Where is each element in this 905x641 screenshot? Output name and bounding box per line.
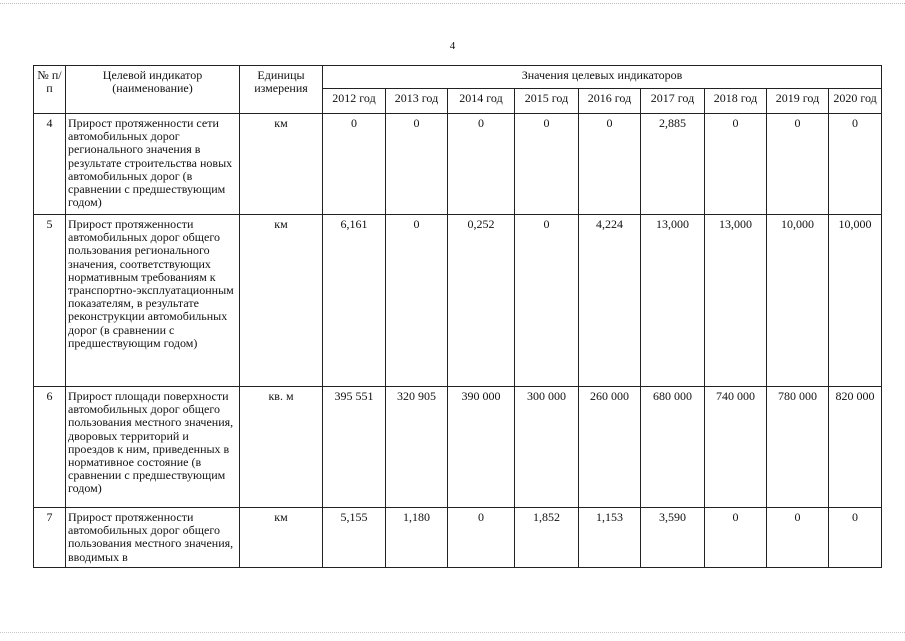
unit-cell: кв. м — [240, 387, 323, 508]
indicator-name: Прирост протяженности сети автомобильных дорог регионального значения в результате строительства новых автомобильных дорог (в сравнении с предшествующим годом) — [66, 114, 240, 215]
row-number: 7 — [34, 508, 66, 568]
value-cell: 1,153 — [579, 508, 641, 568]
value-cell: 820 000 — [829, 387, 882, 508]
value-cell: 1,180 — [386, 508, 448, 568]
value-cell: 0 — [829, 508, 882, 568]
value-cell: 740 000 — [705, 387, 767, 508]
header-year-2018: 2018 год — [705, 89, 767, 114]
value-cell: 0 — [323, 114, 386, 215]
header-year-2019: 2019 год — [767, 89, 829, 114]
value-cell: 0,252 — [448, 215, 515, 387]
value-cell: 13,000 — [705, 215, 767, 387]
row-number: 4 — [34, 114, 66, 215]
header-year-2012: 2012 год — [323, 89, 386, 114]
value-cell: 13,000 — [641, 215, 705, 387]
value-cell: 390 000 — [448, 387, 515, 508]
value-cell: 0 — [386, 215, 448, 387]
value-cell: 0 — [767, 114, 829, 215]
unit-cell: км — [240, 215, 323, 387]
value-cell: 5,155 — [323, 508, 386, 568]
value-cell: 0 — [767, 508, 829, 568]
table-row — [34, 114, 882, 215]
value-cell: 2,885 — [641, 114, 705, 215]
value-cell: 0 — [579, 114, 641, 215]
indicators-table — [33, 65, 882, 568]
unit-cell: км — [240, 114, 323, 215]
value-cell: 0 — [515, 215, 579, 387]
value-cell: 3,590 — [641, 508, 705, 568]
value-cell: 6,161 — [323, 215, 386, 387]
value-cell: 1,852 — [515, 508, 579, 568]
header-num: № п/п — [34, 66, 66, 114]
header-year-2020: 2020 год — [829, 89, 882, 114]
header-row-top — [34, 66, 882, 89]
header-values-group: Значения целевых индикаторов — [323, 66, 882, 89]
row-number: 5 — [34, 215, 66, 387]
scan-edge-top — [0, 0, 905, 4]
header-year-2017: 2017 год — [641, 89, 705, 114]
header-year-2014: 2014 год — [448, 89, 515, 114]
header-year-2013: 2013 год — [386, 89, 448, 114]
page-number: 4 — [449, 40, 456, 52]
unit-cell: км — [240, 508, 323, 568]
indicator-name: Прирост площади поверхности автомобильных дорог общего пользования местного значения, дворовых территорий и проездов к ним, приведенных в нормативное состояние (в сравнении с предшествующим годом) — [66, 387, 240, 508]
header-units: Единицы измерения — [240, 66, 323, 114]
value-cell: 320 905 — [386, 387, 448, 508]
header-indicator: Целевой индикатор (наименование) — [66, 66, 240, 114]
value-cell: 0 — [829, 114, 882, 215]
row-number: 6 — [34, 387, 66, 508]
indicator-name: Прирост протяженности автомобильных дорог общего пользования регионального значения, соответствующих нормативным требованиям к транспортно-эксплуатационным показателям, в результате реконструкции автомобильных дорог (в сравнении с предшествующим годом) — [66, 215, 240, 387]
value-cell: 260 000 — [579, 387, 641, 508]
header-year-2015: 2015 год — [515, 89, 579, 114]
value-cell: 0 — [386, 114, 448, 215]
value-cell: 0 — [448, 114, 515, 215]
value-cell: 300 000 — [515, 387, 579, 508]
value-cell: 680 000 — [641, 387, 705, 508]
value-cell: 10,000 — [767, 215, 829, 387]
header-year-2016: 2016 год — [579, 89, 641, 114]
value-cell: 4,224 — [579, 215, 641, 387]
table-row — [34, 387, 882, 508]
table-row — [34, 508, 882, 568]
value-cell: 10,000 — [829, 215, 882, 387]
value-cell: 0 — [448, 508, 515, 568]
value-cell: 0 — [705, 114, 767, 215]
value-cell: 0 — [515, 114, 579, 215]
indicator-name: Прирост протяженности автомобильных дорог общего пользования местного значения, вводимых в — [66, 508, 240, 568]
value-cell: 395 551 — [323, 387, 386, 508]
value-cell: 780 000 — [767, 387, 829, 508]
table-row — [34, 215, 882, 387]
value-cell: 0 — [705, 508, 767, 568]
